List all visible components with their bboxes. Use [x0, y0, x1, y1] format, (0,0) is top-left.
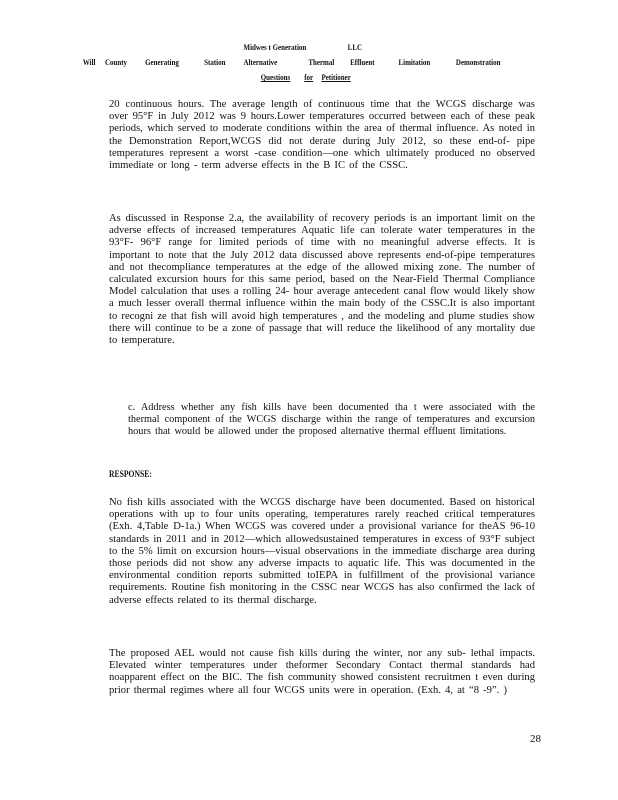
header-petitioner: Petitioner [321, 72, 351, 82]
running-header-line-2 [0, 57, 507, 69]
response-paragraph-2: The proposed AEL would not cause fish kills during the winter, nor any sub- lethal impacts. Elevated winter temperatures under theformer Secondary Contact thermal standards had noapparent effect on the BIC. The fish community showed consistent recruitmen t even during prior thermal regimes where all four WCGS units were in operation. (Exh. 4, at “8 -9”. ) [109, 648, 535, 696]
header-llc: LLC [347, 42, 363, 52]
header-station: Station [204, 57, 226, 67]
running-header-line-3 [0, 72, 507, 84]
running-header [0, 42, 507, 54]
header-effluent: Effluent [350, 57, 375, 67]
header-demonstration: Demonstration [455, 57, 501, 67]
response-label: RESPONSE: [109, 469, 152, 479]
header-thermal: Thermal [308, 57, 335, 67]
header-questions: Questions [260, 72, 291, 82]
page-number: 28 [530, 733, 541, 745]
response-paragraph-1: No fish kills associated with the WCGS discharge have been documented. Based on historical operations with up to four units operating, temperatures rarely reached critical temperatures (Exh. 4,Table D-1a.) When WCGS was covered under a provisional variance for theAS 96-10 standards in 2011 and in 2012—which allowedsustained temperatures in excess of 93°F subject to the 5% limit on excursion hours—visual observations in the immediate discharge area during those periods did not show any adverse impacts to aquatic life. This was documented in the environmental condition reports submitted toIEPA in fulfillment of the provisional variance requirements. Routine fish monitoring in the CSSC near WCGS has also confirmed the lack of adverse effects related to its thermal discharge. [109, 497, 535, 606]
header-county: County [104, 57, 128, 67]
header-generating: Generating [145, 57, 179, 67]
header-limitation: Limitation [398, 57, 431, 67]
body-paragraph-2: As discussed in Response 2.a, the availability of recovery periods is an important limit on the adverse effects of increased temperatures Aquatic life can tolerate water temperatures in the 93°F- 96°F range for limited periods of time with no meaningful adverse effects. It is important to note that the July 2012 data discussed above represents end-of-pipe temperatures and not thecompliance temperatures at the edge of the allowed mixing zone. The number of calculated excursion hours for this same period, based on the Near-Field Thermal Compliance Model calculation that uses a rolling 24- hour average antecedent canal flow would likely show a much lesser overall thermal influence within the main body of the CSSC.It is also important to recogni ze that fish will avoid high temperatures , and the modeling and plume studies show there will continue to be a zone of passage that will reduce the likelihood of any mortality due to temperature. [109, 213, 535, 347]
header-company: Midwes t Generation [243, 42, 307, 52]
header-for: for [304, 72, 314, 82]
question-item-c: c. Address whether any fish kills have been documented tha t were associated with the thermal component of the WCGS discharge within the range of temperatures and excursion hours that would be allowed under the proposed alternative thermal effluent limitations. [128, 402, 535, 438]
body-paragraph-1: 20 continuous hours. The average length of continuous time that the WCGS discharge was over 95°F in July 2012 was 9 hours.Lower temperatures occurred between each of these peak periods, which served to moderate conditions within the area of thermal influence. As noted in the Demonstration Report,WCGS did not derate during July 2012, so these end-of- pipe temperatures represent a worst -case condition—one which ultimately produced no observed immediate or long - term adverse effects in the B IC of the CSSC. [109, 99, 535, 172]
header-alternative: Alternative [243, 57, 278, 67]
header-will: Will [82, 57, 96, 67]
